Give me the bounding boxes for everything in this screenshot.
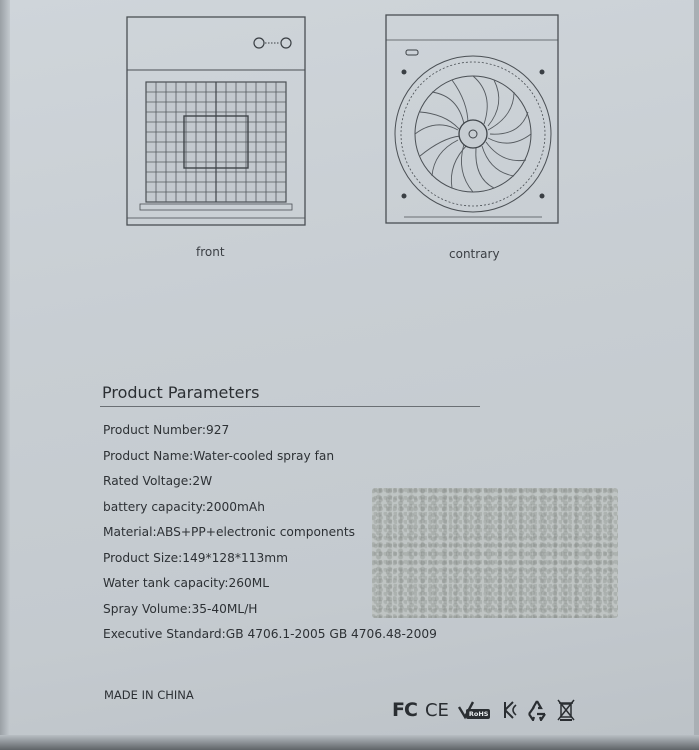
origin-label: MADE IN CHINA (104, 688, 194, 702)
recycle-icon (526, 699, 548, 721)
parameter-line: Product Number:927 (103, 423, 230, 437)
back-view-sketch (384, 14, 562, 228)
parameter-line: Spray Volume:35-40ML/H (103, 601, 258, 616)
section-title-rule (100, 406, 480, 407)
parameter-line: Product Size:149*128*113mm (103, 550, 288, 565)
front-view-sketch (126, 16, 308, 228)
weee-bin-icon (556, 698, 576, 722)
box-left-edge (0, 0, 10, 750)
parameter-line: Material:ABS+PP+electronic components (103, 525, 356, 539)
scratched-label-area (372, 488, 618, 618)
front-view-drawing (126, 16, 308, 228)
parameter-line: Product Name:Water-cooled spray fan (103, 448, 335, 463)
parameter-line: Rated Voltage:2W (103, 474, 213, 488)
certification-marks (392, 694, 576, 726)
fc-mark-icon: FC (392, 699, 417, 721)
box-bottom-edge (0, 735, 699, 750)
back-view-caption: contrary (449, 247, 500, 261)
front-view-caption: front (196, 245, 225, 259)
kc-mark-icon (502, 700, 518, 720)
parameter-line: battery capacity:2000mAh (103, 499, 265, 514)
ce-mark-icon: CE (424, 699, 449, 721)
box-fold-edge (694, 0, 699, 750)
parameter-line: Executive Standard:GB 4706.1-2005 GB 4706.48-2009 (103, 627, 437, 641)
section-title: Product Parameters (102, 383, 260, 402)
rohs-mark-icon: RoHS (457, 699, 511, 721)
parameter-line: Water tank capacity:260ML (103, 576, 270, 590)
back-view-drawing (384, 14, 562, 228)
